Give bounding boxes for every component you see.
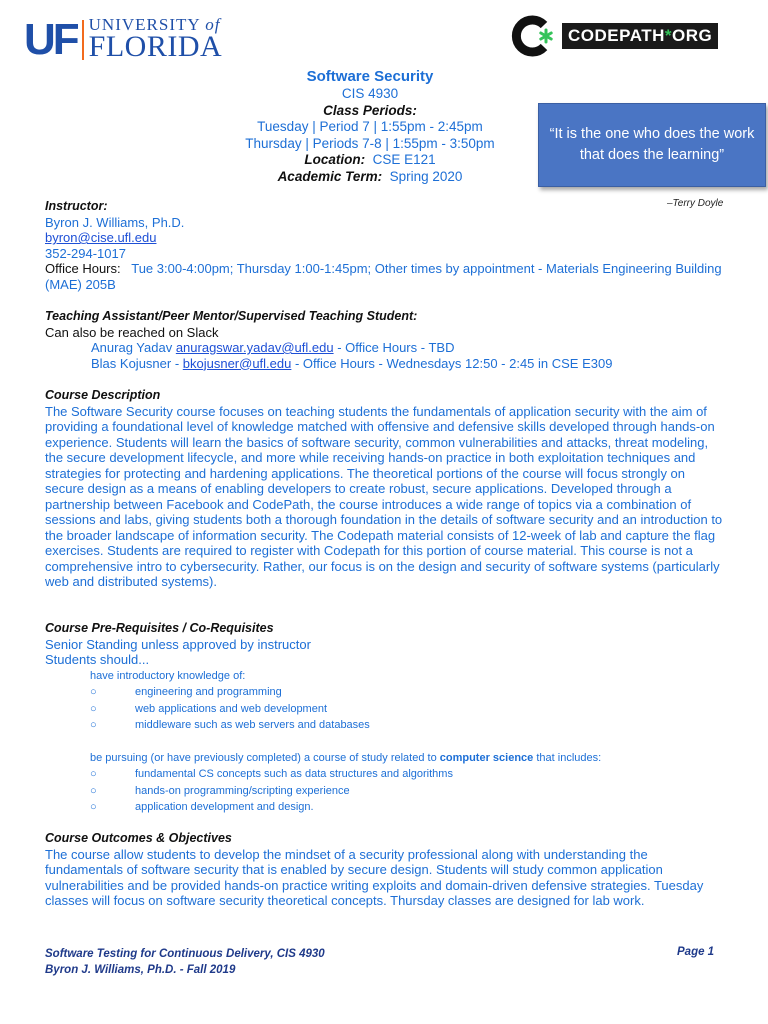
footer-left — [45, 946, 325, 978]
instructor-name: Byron J. Williams, Ph.D. — [45, 214, 185, 230]
class-periods-label: Class Periods: — [323, 102, 417, 118]
list-item-text: application development and design. — [135, 801, 314, 813]
codepath-asterisk: * — [664, 26, 672, 45]
outcomes-text: The course allow students to develop the mindset of a security professional along with understanding the fundamentals of software security that is enabled by secure design. Students will study common application vulnerabilities and be provided hands-on practice writing exploits and domain-driven defensive strategies. Tuesday classes will focus on software security theoretical concepts. Thursday classes are designed for lab work. — [45, 846, 704, 908]
group2-intro-a: be pursuing (or have previously completed) a course of study related to — [90, 751, 440, 764]
ta1-name: Anurag Yadav — [91, 340, 173, 355]
list-item — [45, 766, 725, 783]
bullet-icon: ○ — [90, 686, 97, 698]
description-text: The Software Security course focuses on teaching students the fundamentals of application security with the aim of providing a foundational level of knowledge matched with offensive and defensive skills developed through hands-on experience. Students will learn the basics of software security, common vulnerabilities and attacks, threat modeling, the secure development lifecycle, and more while receiving hands-on practice in both exploitation techniques and strategies for protecting and hardening applications. The theoretical portions of the course will focus strongly on secure design as a means of enabling developers to create robust, secure applications. Developed through a partnership between Facebook and CodePath, the course introduces a wide range of topics via a combination of sessions and labs, giving students both a thorough foundation in the details of software security and an introduction to the broader landscape of information security. The Codepath material consists of 12-week of lab and capture the flag exercises. Students are required to register with Codepath for this portion of course material. This course is not a comprehensive intro to cybersecurity. Rather, our focus is on the design and security of software systems (particularly web and distributed systems). — [45, 403, 723, 589]
prereq-line2: Students should... — [45, 652, 150, 667]
ta1-hours: - Office Hours - TBD — [333, 340, 455, 355]
ta1-line — [45, 340, 735, 356]
group2-intro-b: computer science — [439, 751, 534, 764]
period-1: Tuesday | Period 7 | 1:55pm - 2:45pm — [257, 119, 483, 134]
term-value: Spring 2020 — [389, 168, 463, 184]
bullet-icon: ○ — [90, 801, 97, 813]
footer-line2: Byron J. Williams, Ph.D. - Fall 2019 — [45, 964, 236, 976]
ta-note: Can also be reached on Slack — [45, 324, 219, 340]
course-header — [170, 68, 570, 185]
prereq-heading: Course Pre-Requisites / Co-Requisites — [45, 621, 274, 635]
list-item-text: hands-on programming/scripting experience — [135, 784, 350, 797]
ta2-name: Blas Kojusner - — [91, 355, 183, 371]
instructor-email-link[interactable]: byron@cise.ufl.edu — [45, 230, 157, 245]
footer-line1: Software Testing for Continuous Delivery, CIS 4930 — [45, 948, 325, 960]
ta1-email-link[interactable]: anuragswar.yadav@ufl.edu — [175, 340, 334, 355]
outcomes-heading: Course Outcomes & Objectives — [45, 831, 232, 845]
uf-logo — [24, 15, 223, 64]
uf-top-text: UNIVERSITY — [88, 15, 201, 34]
location-line — [170, 152, 570, 169]
instructor-heading: Instructor: — [45, 199, 108, 213]
description-section — [45, 388, 725, 590]
list-item-text: web applications and web development — [135, 702, 328, 715]
ta-section — [45, 309, 735, 371]
bullet-icon: ○ — [90, 768, 97, 780]
instructor-phone: 352-294-1017 — [45, 245, 126, 261]
outcomes-section — [45, 831, 725, 909]
term-label: Academic Term: — [277, 168, 383, 184]
list-item — [45, 799, 725, 816]
quote-box — [538, 103, 766, 187]
list-item-text: fundamental CS concepts such as data structures and algorithms — [135, 768, 453, 780]
spacer — [45, 734, 725, 750]
office-hours-label: Office Hours: — [45, 261, 121, 276]
uf-mark: UF — [24, 15, 77, 64]
bullet-icon: ○ — [90, 784, 97, 797]
prereq-section — [45, 621, 725, 816]
term-line — [170, 169, 570, 186]
course-number: CIS 4930 — [341, 86, 399, 101]
quote-text: “It is the one who does the work that does the learning” — [549, 126, 755, 163]
instructor-section — [45, 199, 735, 292]
codepath-wordmark — [562, 23, 718, 49]
uf-of-text: of — [205, 15, 221, 34]
uf-wordmark — [88, 15, 223, 63]
codepath-text-b: ORG — [672, 26, 713, 45]
prereq-line1: Senior Standing unless approved by instructor — [45, 636, 311, 652]
bullet-icon: ○ — [90, 702, 97, 715]
list-item-text: engineering and programming — [135, 686, 282, 698]
list-item — [45, 684, 725, 701]
ta-heading: Teaching Assistant/Peer Mentor/Supervised Teaching Student: — [45, 309, 418, 323]
group2-intro-c: that includes: — [533, 751, 602, 764]
page-number: Page 1 — [677, 946, 715, 958]
office-hours-line — [45, 261, 735, 292]
codepath-text-a: CODEPATH — [568, 26, 665, 45]
ta2-line — [45, 356, 735, 372]
list-item — [45, 783, 725, 800]
list-item — [45, 717, 725, 734]
ta2-hours: - Office Hours - Wednesdays 12:50 - 2:45 in CSE E309 — [291, 355, 613, 371]
codepath-logo — [508, 13, 718, 59]
location-label: Location: — [304, 152, 366, 167]
ta2-email-link[interactable]: bkojusner@ufl.edu — [182, 355, 292, 371]
course-title: Software Security — [306, 68, 434, 85]
location-value: CSE E121 — [372, 152, 436, 167]
uf-divider — [82, 20, 84, 60]
bullet-icon: ○ — [90, 719, 97, 731]
codepath-c-icon — [508, 13, 554, 59]
prereq-group2-intro — [45, 750, 725, 767]
prereq-group1-intro: have introductory knowledge of: — [90, 669, 246, 682]
quote-author: –Terry Doyle — [667, 198, 724, 209]
period-2: Thursday | Periods 7-8 | 1:55pm - 3:50pm — [245, 135, 495, 151]
list-item-text: middleware such as web servers and databases — [135, 719, 370, 731]
description-heading: Course Description — [45, 388, 161, 402]
list-item — [45, 701, 725, 718]
uf-bottom-text: FLORIDA — [88, 30, 223, 63]
office-hours-value: Tue 3:00-4:00pm; Thursday 1:00-1:45pm; Other times by appointment - Materials Engineering Building (MAE) 205B — [45, 261, 722, 292]
